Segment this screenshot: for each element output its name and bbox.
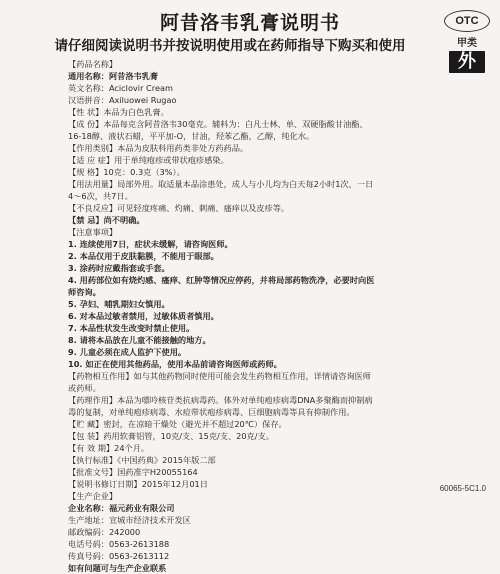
manufacturer-header: 【生产企业】: [68, 491, 118, 501]
generic-name: 通用名称：阿昔洛韦乳膏: [68, 71, 159, 81]
contraindications: 【禁 忌】尚不明确。: [68, 215, 145, 225]
composition-line-1: 【成 份】本品每克含阿昔洛韦30毫克。辅料为：白凡士林、单、双硬脂酸甘油酯、: [68, 119, 368, 129]
precaution-3: 3. 涂药时应戴指套或手套。: [68, 263, 170, 273]
manufacturer-name: 企业名称：福元药业有限公司: [68, 503, 175, 513]
pharmacology-line-2: 毒的复制，对单纯疱疹病毒、水痘带状疱疹病毒、巨细胞病毒等具有抑制作用。: [68, 407, 355, 417]
standard: 【执行标准】《中国药典》2015年版二部: [68, 455, 216, 465]
interaction-line-1: 【药物相互作用】如与其他药物同时使用可能会发生药物相互作用，详情请咨询医师: [68, 371, 371, 381]
precaution-4a: 4. 用药部位如有烧灼感、瘙痒、红肿等情况应停药，并将局部药物洗净，必要时向医: [68, 275, 375, 285]
indication-category: 【作用类别】本品为皮肤科用药类非处方药药品。: [68, 143, 249, 153]
precaution-9: 9. 儿童必须在成人监护下使用。: [68, 347, 187, 357]
pharmacology-line-1: 【药理作用】本品为嘌呤核苷类抗病毒药。体外对单纯疱疹病毒DNA多聚酶而抑制病: [68, 395, 373, 405]
external-use-badge: 外: [449, 51, 485, 73]
storage: 【贮 藏】密封，在凉暗干燥处（避光并不超过20℃）保存。: [68, 419, 287, 429]
leaflet-title: 阿昔洛韦乳膏说明书: [159, 12, 340, 34]
precaution-4b: 师咨询。: [68, 287, 101, 297]
manufacturer-phone: 电话号码：0563-2613188: [68, 539, 170, 549]
otc-label: OTC: [444, 10, 490, 32]
pinyin-name: 汉语拼音：Axiluowei Rugao: [68, 95, 177, 105]
manufacturer-address: 生产地址：宣城市经济技术开发区: [68, 515, 191, 525]
specification: 【规 格】10克：0.3克（3%）。: [68, 167, 185, 177]
english-name: 英文名称：Aciclovir Cream: [68, 83, 173, 93]
manufacturer-fax: 传真号码：0563-2613112: [68, 551, 170, 561]
precaution-10: 10. 如正在使用其他药品，使用本品前请咨询医师或药师。: [68, 359, 282, 369]
composition-line-2: 16-18醇、液状石蜡，平平加-O，甘油，羟苯乙酯，乙醇，纯化水。: [68, 131, 315, 141]
interaction-line-2: 或药师。: [68, 383, 101, 393]
footer-note: 如有问题可与生产企业联系: [68, 563, 167, 573]
indication: 【适 应 症】用于单纯疱疹或带状疱疹感染。: [68, 155, 229, 165]
usage-line-1: 【用法用量】局部外用。取适量本品涂患处，成人与小儿均为白天每2小时1次，一日: [68, 179, 374, 189]
precaution-8: 8. 请将本品放在儿童不能接触的地方。: [68, 335, 211, 345]
leaflet-body: [68, 58, 480, 574]
adverse-reactions: 【不良反应】可见轻度疼痛、灼痛、刺痛、瘙痒以及皮疹等。: [68, 203, 290, 213]
revision-date: 【说明书修订日期】2015年12月01日: [68, 479, 208, 489]
leaflet-subtitle: 请仔细阅读说明书并按说明使用或在药师指导下购买和使用: [54, 38, 406, 54]
precaution-7: 7. 本品性状发生改变时禁止使用。: [68, 323, 195, 333]
precaution-2: 2. 本品仅用于皮肤黏膜，不能用于眼部。: [68, 251, 219, 261]
print-code: 60065-5C1.0: [439, 484, 486, 493]
approval-number: 【批准文号】国药准字H20055164: [68, 467, 198, 477]
package: 【包 装】药用软膏铝管，10克/支、15克/支、20克/支。: [68, 431, 274, 441]
validity: 【有 效 期】24个月。: [68, 443, 150, 453]
properties: 【性 状】本品为白色乳膏。: [68, 107, 169, 117]
precaution-5: 5. 孕妇、哺乳期妇女慎用。: [68, 299, 170, 309]
manufacturer-zip: 邮政编码：242000: [68, 527, 141, 537]
precaution-1: 1. 连续使用7日，症状未缓解，请咨询医师。: [68, 239, 233, 249]
precautions-header: 【注意事项】: [68, 227, 118, 237]
otc-class: 甲类: [457, 38, 477, 49]
drug-name-header: 【药品名称】: [68, 59, 118, 69]
precaution-6: 6. 对本品过敏者禁用，过敏体质者慎用。: [68, 311, 219, 321]
usage-line-2: 4～6次，共7日。: [68, 191, 133, 201]
